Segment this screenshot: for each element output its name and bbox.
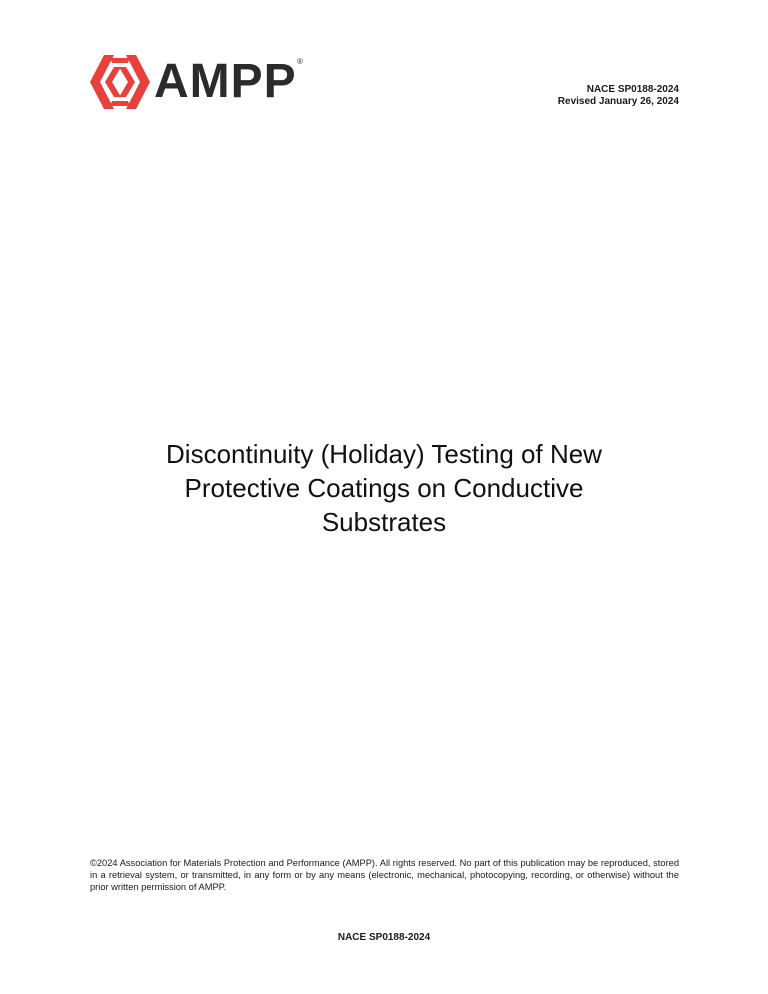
copyright-notice: ©2024 Association for Materials Protection and Performance (AMPP). All rights reserved. No part of this publication may be reproduced, stored in a retrieval system, or transmitted, in any form or by any means (electronic, mechanical, photocopying, recording, or otherwise) without the prior written permission of AMPP. [90,858,679,892]
header-reference [558,84,679,108]
standard-number: NACE SP0188-2024 [586,84,679,95]
footer-standard-number: NACE SP0188-2024 [337,932,431,943]
title-line-1: Discontinuity (Holiday) Testing of New [166,439,602,469]
revision-date: Revised January 26, 2024 [557,96,679,107]
ampp-logo [90,55,308,109]
document-title [100,437,668,539]
title-line-3: Substrates [321,507,447,537]
title-line-2: Protective Coatings on Conductive [184,473,584,503]
registered-mark: ® [297,57,303,66]
ampp-wordmark: AMPP [154,55,297,108]
ampp-hexagon-icon [90,55,150,109]
